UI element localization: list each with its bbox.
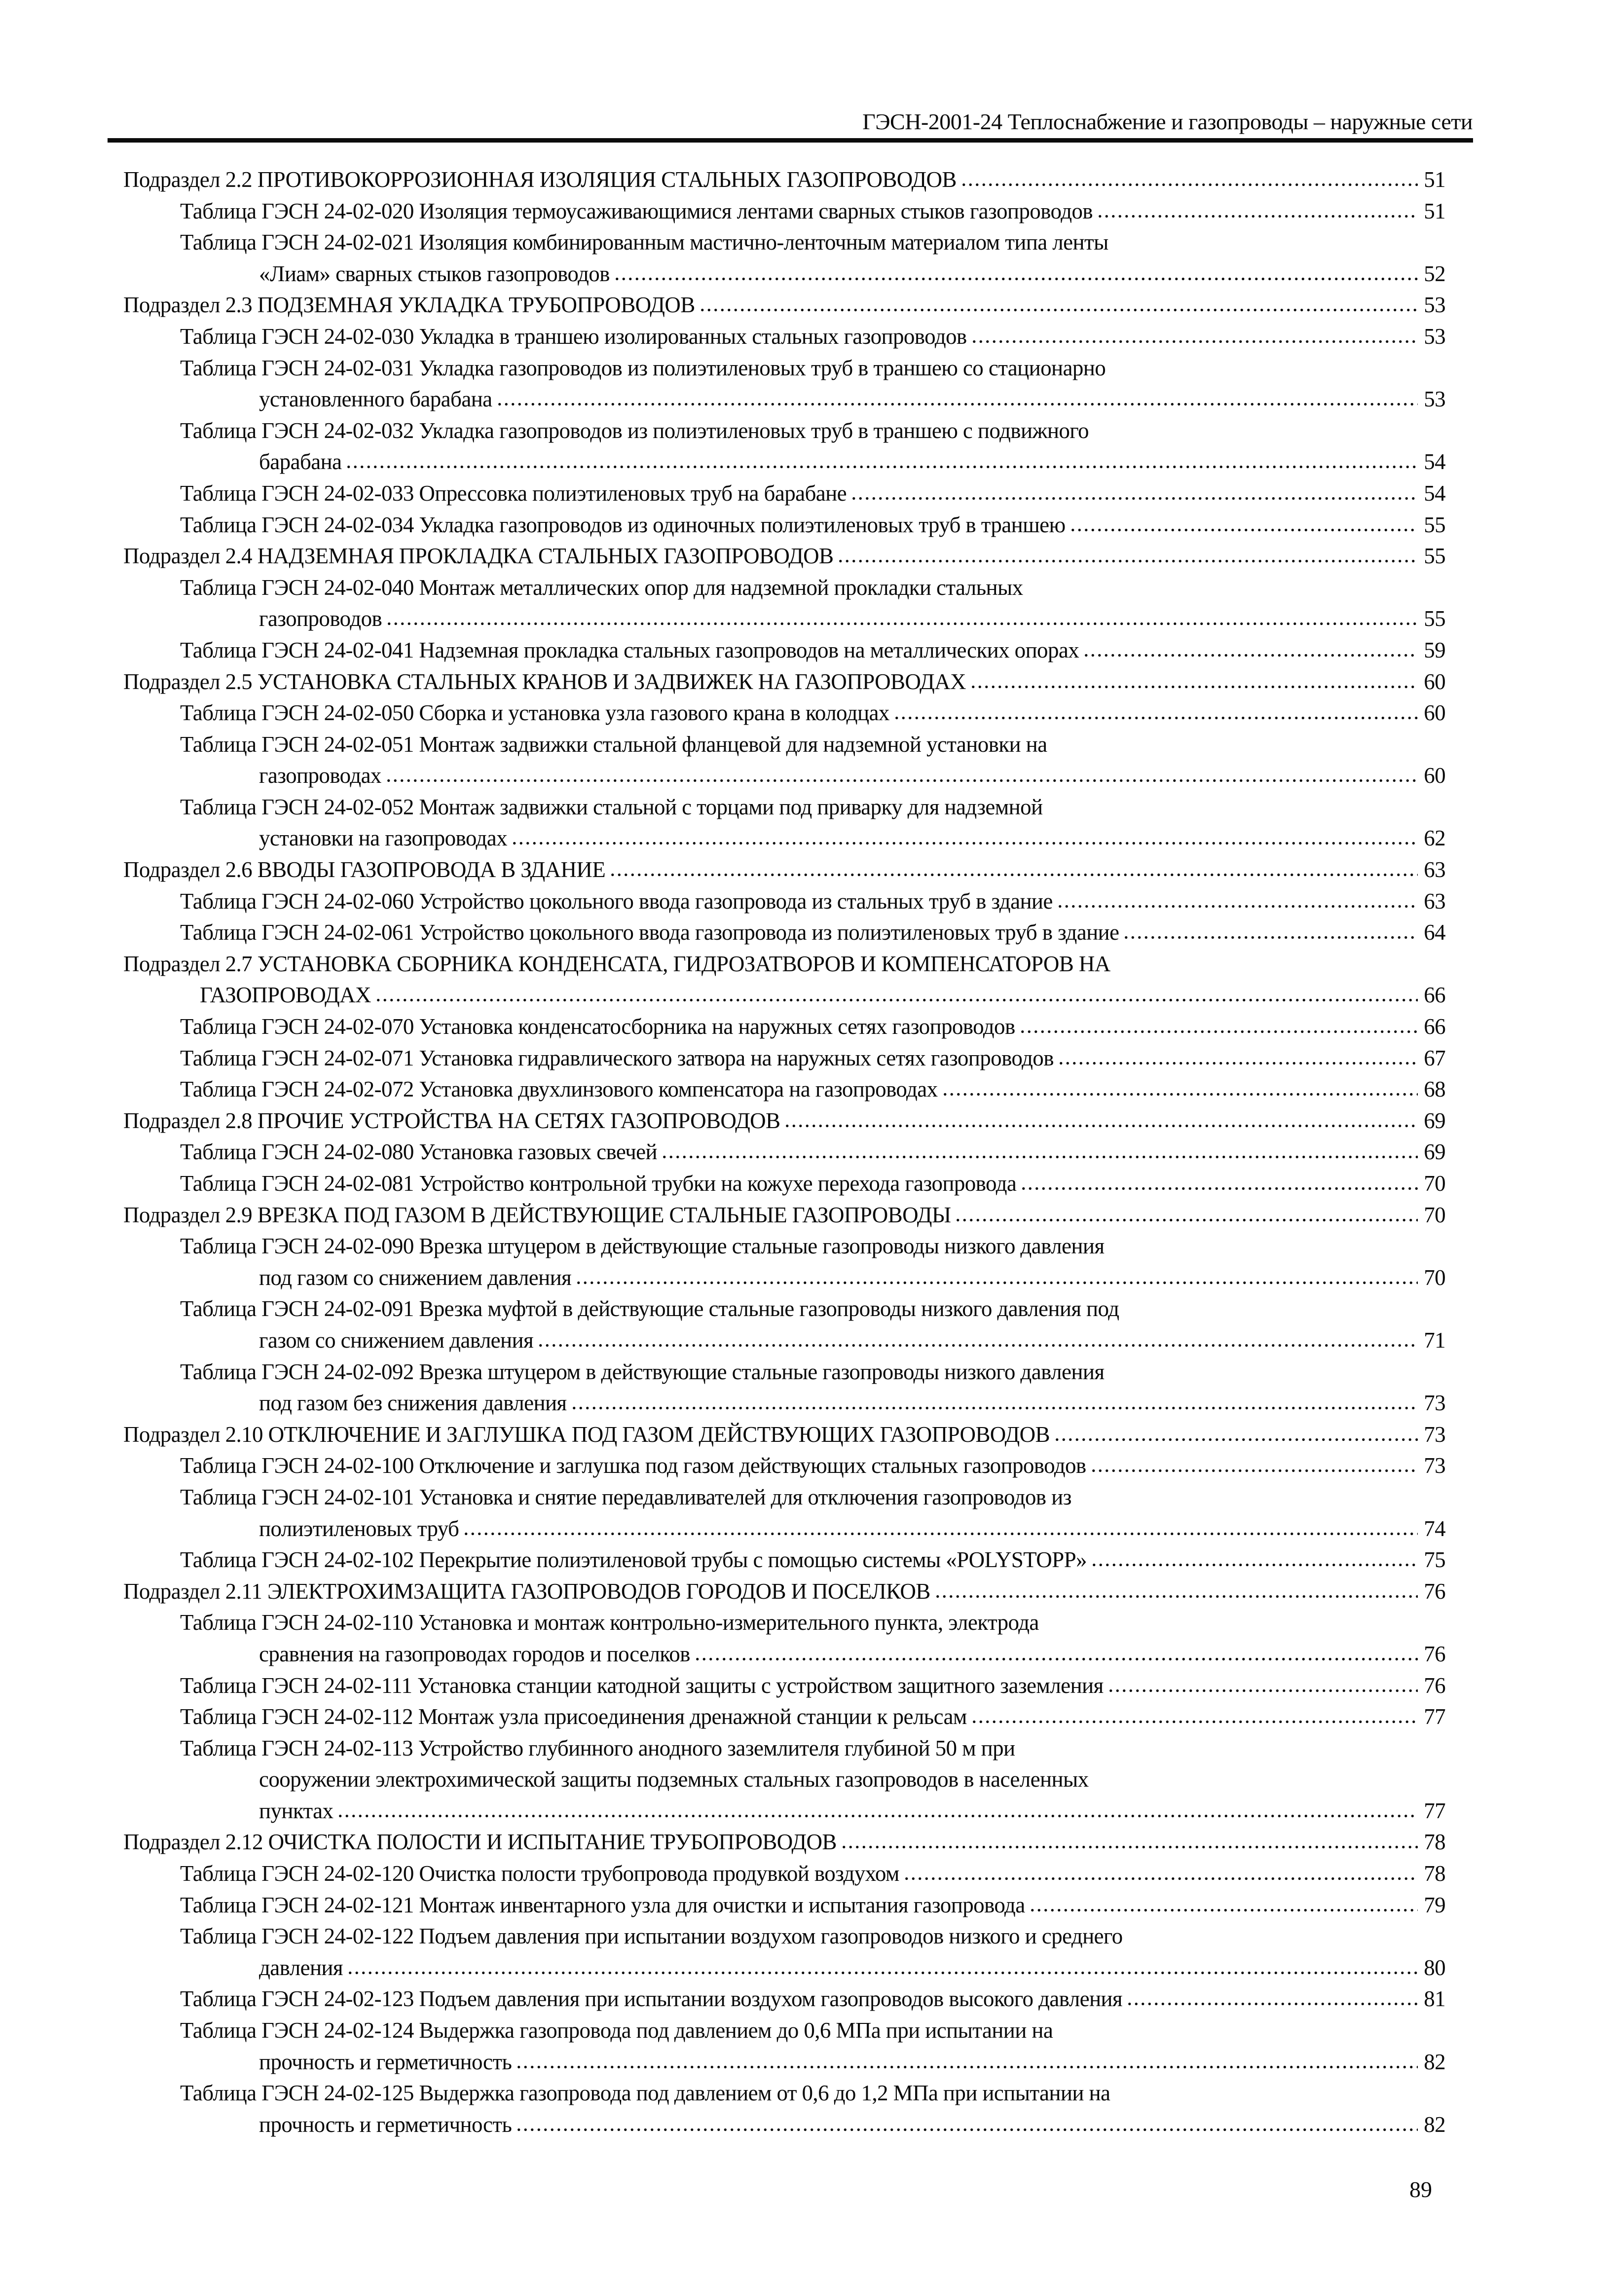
toc-entry-text: Таблица ГЭСН 24-02-110 Установка и монтаж контрольно-измерительного пункта, электрода [180,1610,1039,1635]
toc-entry-line [123,1670,1445,1702]
toc-entry-table [123,353,1445,415]
toc-entry-line [123,1607,1445,1639]
dot-leader [955,1218,1418,1222]
toc-page-number: 76 [1424,1673,1445,1698]
toc-entry-text: Таблица ГЭСН 24-02-123 Подъем давления при испытании воздухом газопроводов высокого давления [180,1986,1123,2012]
toc-entry-line [123,1200,1445,1231]
toc-entry-text: «Лиам» сварных стыков газопроводов [259,261,610,286]
toc-entry-line [123,1701,1445,1733]
toc-entry-table [123,1983,1445,2015]
toc-entry-table [123,1011,1445,1043]
dot-leader [661,1155,1418,1159]
page-number: 89 [1409,2177,1432,2202]
toc-entry-text: Таблица ГЭСН 24-02-051 Монтаж задвижки стальной фланцевой для надземной установки на [180,732,1047,757]
toc-entry-line [123,854,1445,886]
toc-page-number: 69 [1424,1108,1445,1133]
toc-entry-table [123,1921,1445,1983]
toc-entry-line [123,1419,1445,1451]
toc-entry-text: Таблица ГЭСН 24-02-102 Перекрытие полиэтиленовой трубы с помощью системы «POLYSTOPP» [180,1547,1087,1573]
toc-entry-text: Таблица ГЭСН 24-02-030 Укладка в траншею изолированных стальных газопроводов [180,324,967,349]
toc-page-number: 74 [1424,1516,1445,1541]
toc-entry-table [123,635,1445,666]
toc-entry-table [123,1858,1445,1890]
toc-entry-table [123,415,1445,478]
toc-entry-subsection [123,1576,1445,1608]
toc-entry-table [123,1607,1445,1670]
toc-page-number: 80 [1424,1955,1445,1980]
dot-leader [463,1532,1418,1536]
toc-entry-text: давления [259,1955,343,1980]
toc-entry-text: Таблица ГЭСН 24-02-113 Устройство глубинного анодного заземлителя глубиной 50 м при [180,1735,1015,1761]
toc-entry-text: Подраздел 2.12 ОЧИСТКА ПОЛОСТИ И ИСПЫТАНИЕ ТРУБОПРОВОДОВ [123,1830,837,1855]
dot-leader [1020,1186,1418,1191]
toc-page-number: 60 [1424,700,1445,726]
toc-entry-table [123,2015,1445,2078]
toc-page-number: 76 [1424,1578,1445,1604]
toc-entry-table [123,1482,1445,1544]
toc-entry-table [123,1733,1445,1827]
toc-entry-text: Таблица ГЭСН 24-02-040 Монтаж металлических опор для надземной прокладки стальных [180,575,1023,600]
dot-leader [345,465,1418,469]
dot-leader [850,496,1418,501]
toc-entry-text: Таблица ГЭСН 24-02-101 Установка и снятие передавливателей для отключения газопроводов из [180,1484,1071,1509]
toc-entry-line [123,290,1445,321]
toc-list [123,164,1445,2140]
dot-leader [511,841,1418,845]
toc-entry-line [123,446,1445,478]
toc-entry-text: под газом со снижением давления [259,1265,572,1290]
dot-leader [784,1124,1418,1128]
dot-leader [960,183,1418,187]
dot-leader [1097,214,1418,219]
toc-entry-subsection [123,666,1445,698]
dot-leader [971,339,1418,344]
toc-entry-line [123,1388,1445,1419]
toc-entry-table [123,1890,1445,1921]
toc-entry-text: Таблица ГЭСН 24-02-081 Устройство контрольной трубки на кожухе перехода газопровода [180,1171,1017,1196]
toc-entry-table [123,1137,1445,1168]
toc-entry-text: Таблица ГЭСН 24-02-092 Врезка штуцером в действующие стальные газопроводы низкого давления [180,1359,1105,1384]
dot-leader [942,1092,1418,1097]
toc-entry-line [123,541,1445,572]
toc-entry-text: Таблица ГЭСН 24-02-072 Установка двухлинзового компенсатора на газопроводах [180,1077,938,1102]
toc-entry-line [123,510,1445,541]
dot-leader [971,1720,1418,1724]
dot-leader [375,998,1418,1002]
toc-entry-subsection [123,1200,1445,1231]
toc-entry-subsection [123,854,1445,886]
toc-entry-line [123,196,1445,227]
toc-entry-line [123,1231,1445,1262]
dot-leader [537,1343,1418,1348]
toc-page-number: 77 [1424,1798,1445,1823]
toc-entry-text: Таблица ГЭСН 24-02-111 Установка станции катодной защиты с устройством защитного заземления [180,1673,1104,1698]
toc-page-number: 51 [1424,167,1445,192]
dot-leader [1083,653,1418,658]
toc-entry-text: Таблица ГЭСН 24-02-033 Опрессовка полиэтиленовых труб на барабане [180,480,847,506]
toc-page-number: 75 [1424,1547,1445,1573]
toc-entry-line [123,1983,1445,2015]
toc-page-number: 59 [1424,637,1445,662]
toc-entry-line [123,603,1445,635]
dot-leader [571,1406,1418,1410]
toc-entry-line [123,1074,1445,1105]
dot-leader [1126,2002,1418,2006]
toc-entry-line [123,823,1445,854]
dot-leader [841,1845,1418,1849]
toc-entry-text: Подраздел 2.3 ПОДЗЕМНАЯ УКЛАДКА ТРУБОПРОВОДОВ [123,293,695,318]
toc-entry-line [123,980,1445,1011]
toc-entry-table [123,886,1445,917]
toc-entry-line [123,258,1445,290]
toc-entry-text: Таблица ГЭСН 24-02-120 Очистка полости трубопровода продувкой воздухом [180,1861,899,1886]
toc-page-number: 79 [1424,1892,1445,1917]
dot-leader [1054,1437,1418,1442]
toc-entry-text: Таблица ГЭСН 24-02-031 Укладка газопроводов из полиэтиленовых труб в траншею со стационарно [180,355,1106,380]
toc-page-number: 62 [1424,826,1445,851]
toc-entry-table [123,1357,1445,1419]
toc-entry-line [123,1921,1445,1952]
toc-page-number: 55 [1424,512,1445,537]
toc-page-number: 66 [1424,983,1445,1008]
toc-page-number: 55 [1424,606,1445,631]
toc-entry-line [123,760,1445,792]
toc-entry-text: газопроводов [259,606,382,631]
dot-leader [1090,1468,1418,1473]
toc-entry-line [123,1262,1445,1294]
toc-entry-table [123,510,1445,541]
toc-entry-line [123,2109,1445,2141]
dot-leader [893,716,1418,720]
toc-entry-subsection [123,949,1445,1011]
toc-entry-text: сравнения на газопроводах городов и поселков [259,1641,690,1666]
toc-entry-text: Подраздел 2.5 УСТАНОВКА СТАЛЬНЫХ КРАНОВ И ЗАДВИЖЕК НА ГАЗОПРОВОДАХ [123,669,966,694]
toc-entry-text: газопроводах [259,763,381,788]
toc-entry-line [123,886,1445,917]
toc-page-number: 54 [1424,449,1445,475]
toc-entry-text: Таблица ГЭСН 24-02-034 Укладка газопроводов из одиночных полиэтиленовых труб в траншею [180,512,1066,537]
toc-page-number: 64 [1424,920,1445,945]
toc-entry-table [123,1168,1445,1200]
toc-entry-text: полиэтиленовых труб [259,1516,459,1541]
toc-entry-text: Таблица ГЭСН 24-02-032 Укладка газопроводов из полиэтиленовых труб в траншею с подвижного [180,418,1089,443]
toc-entry-text: Таблица ГЭСН 24-02-061 Устройство цокольного ввода газопровода из полиэтиленовых труб в здание [180,920,1119,945]
header-rule [108,138,1473,143]
toc-entry-line [123,1513,1445,1545]
toc-entry-text: Подраздел 2.11 ЭЛЕКТРОХИМЗАЩИТА ГАЗОПРОВОДОВ ГОРОДОВ И ПОСЕЛКОВ [123,1578,930,1604]
dot-leader [337,1814,1418,1818]
toc-entry-line [123,384,1445,415]
toc-entry-text: установки на газопроводах [259,826,508,851]
dot-leader [385,778,1418,783]
toc-entry-line [123,1168,1445,1200]
toc-page-number: 54 [1424,480,1445,506]
toc-entry-table [123,1544,1445,1576]
toc-entry-line [123,1890,1445,1921]
toc-entry-table [123,1231,1445,1293]
toc-entry-text: Таблица ГЭСН 24-02-121 Монтаж инвентарного узла для очистки и испытания газопровода [180,1892,1025,1917]
toc-page-number: 55 [1424,544,1445,569]
toc-entry-table [123,2078,1445,2140]
toc-entry-line [123,1576,1445,1608]
toc-entry-line [123,1764,1445,1796]
running-header: ГЭСН-2001-24 Теплоснабжение и газопроводы – наружные сети [862,109,1473,134]
toc-entry-line [123,697,1445,729]
dot-leader [1107,1688,1418,1693]
toc-entry-table [123,697,1445,729]
toc-entry-line [123,1733,1445,1764]
toc-entry-line [123,1105,1445,1137]
toc-entry-line [123,1827,1445,1858]
toc-entry-table [123,478,1445,510]
toc-entry-table [123,1670,1445,1702]
toc-entry-line [123,415,1445,447]
toc-page-number: 60 [1424,669,1445,694]
dot-leader [609,873,1418,877]
toc-page-number: 67 [1424,1045,1445,1070]
toc-entry-line [123,792,1445,823]
toc-entry-line [123,1952,1445,1984]
toc-entry-table [123,1450,1445,1482]
toc-entry-line [123,2015,1445,2047]
toc-entry-line [123,949,1445,980]
toc-entry-table [123,321,1445,353]
toc-entry-line [123,1011,1445,1043]
toc-page-number: 53 [1424,293,1445,318]
toc-entry-text: Таблица ГЭСН 24-02-071 Установка гидравлического затвора на наружных сетях газопроводов [180,1045,1054,1070]
toc-entry-text: Таблица ГЭСН 24-02-060 Устройство цокольного ввода газопровода из стальных труб в здание [180,888,1053,914]
toc-page-number: 76 [1424,1641,1445,1666]
toc-entry-line [123,1482,1445,1513]
dot-leader [516,2128,1418,2132]
toc-entry-table [123,196,1445,227]
toc-entry-text: Таблица ГЭСН 24-02-041 Надземная прокладка стальных газопроводов на металлических опорах [180,637,1079,662]
toc-entry-text: Таблица ГЭСН 24-02-080 Установка газовых свечей [180,1139,657,1165]
toc-page-number: 53 [1424,387,1445,412]
toc-page-number: 82 [1424,2112,1445,2137]
toc-entry-table [123,917,1445,949]
toc-entry-text: газом со снижением давления [259,1327,534,1353]
toc-entry-text: барабана [259,449,342,475]
toc-entry-text: Подраздел 2.9 ВРЕЗКА ПОД ГАЗОМ В ДЕЙСТВУЮЩИЕ СТАЛЬНЫЕ ГАЗОПРОВОДЫ [123,1202,951,1227]
toc-entry-line [123,2078,1445,2109]
dot-leader [837,559,1418,563]
toc-entry-line [123,729,1445,761]
dot-leader [1091,1563,1418,1567]
toc-entry-text: Таблица ГЭСН 24-02-050 Сборка и установка узла газового крана в колодцах [180,700,889,726]
toc-page-number: 51 [1424,198,1445,223]
toc-entry-line [123,321,1445,353]
toc-page-number: 73 [1424,1453,1445,1478]
dot-leader [1057,904,1418,909]
toc-entry-subsection [123,164,1445,196]
toc-entry-line [123,1639,1445,1670]
toc-entry-table [123,1074,1445,1105]
toc-entry-line [123,1796,1445,1827]
toc-entry-text: Таблица ГЭСН 24-02-112 Монтаж узла присоединения дренажной станции к рельсам [180,1704,967,1729]
toc-entry-text: ГАЗОПРОВОДАХ [200,983,371,1008]
toc-entry-text: Подраздел 2.8 ПРОЧИЕ УСТРОЙСТВА НА СЕТЯХ ГАЗОПРОВОДОВ [123,1108,780,1133]
toc-entry-subsection [123,290,1445,321]
toc-entry-text: Подраздел 2.6 ВВОДЫ ГАЗОПРОВОДА В ЗДАНИЕ [123,857,606,882]
toc-page-number: 70 [1424,1265,1445,1290]
toc-entry-line [123,1137,1445,1168]
toc-entry-table [123,227,1445,290]
dot-leader [386,622,1418,626]
toc-page-number: 81 [1424,1986,1445,2012]
toc-page-number: 60 [1424,763,1445,788]
toc-page-number: 71 [1424,1327,1445,1353]
dot-leader [1029,1908,1418,1912]
toc-page-number: 77 [1424,1704,1445,1729]
dot-leader [694,1657,1418,1661]
toc-entry-text: под газом без снижения давления [259,1391,567,1416]
toc-entry-line [123,666,1445,698]
toc-entry-subsection [123,1419,1445,1451]
toc-entry-line [123,1293,1445,1325]
toc-entry-text: Таблица ГЭСН 24-02-091 Врезка муфтой в действующие стальные газопроводы низкого давления под [180,1296,1119,1321]
toc-entry-text: установленного барабана [259,387,492,412]
toc-entry-line [123,572,1445,604]
toc-entry-text: Подраздел 2.2 ПРОТИВОКОРРОЗИОННАЯ ИЗОЛЯЦИЯ СТАЛЬНЫХ ГАЗОПРОВОДОВ [123,167,957,192]
toc-entry-text: прочность и герметичность [259,2112,512,2137]
toc-entry-line [123,1357,1445,1388]
dot-leader [970,685,1418,689]
dot-leader [1058,1061,1418,1065]
dot-leader [1123,935,1418,940]
toc-page-number: 73 [1424,1391,1445,1416]
toc-entry-text: Таблица ГЭСН 24-02-124 Выдержка газопровода под давлением до 0,6 МПа при испытании на [180,2018,1053,2043]
toc-entry-text: Таблица ГЭСН 24-02-090 Врезка штуцером в действующие стальные газопроводы низкого давления [180,1234,1105,1259]
toc-entry-line [123,1043,1445,1074]
toc-entry-text: Подраздел 2.4 НАДЗЕМНАЯ ПРОКЛАДКА СТАЛЬНЫХ ГАЗОПРОВОДОВ [123,544,834,569]
toc-entry-line [123,1544,1445,1576]
toc-page-number: 70 [1424,1202,1445,1227]
toc-entry-line [123,1325,1445,1357]
toc-entry-table [123,792,1445,854]
toc-entry-text: сооружении электрохимической защиты подземных стальных газопроводов в населенных [259,1767,1089,1792]
toc-page-number: 70 [1424,1171,1445,1196]
toc-entry-text: Таблица ГЭСН 24-02-125 Выдержка газопровода под давлением от 0,6 до 1,2 МПа при испытании на [180,2081,1110,2106]
toc-entry-text: прочность и герметичность [259,2049,512,2074]
dot-leader [903,1876,1418,1881]
toc-entry-text: Таблица ГЭСН 24-02-122 Подъем давления при испытании воздухом газопроводов низкого и среднего [180,1924,1123,1949]
dot-leader [347,1971,1418,1975]
toc-page-number: 53 [1424,324,1445,349]
dot-leader [496,402,1418,406]
toc-entry-line [123,478,1445,510]
toc-entry-table [123,1043,1445,1074]
toc-entry-line [123,635,1445,666]
toc-entry-text: Таблица ГЭСН 24-02-052 Монтаж задвижки стальной с торцами под приварку для надземной [180,794,1043,819]
toc-entry-text: пунктах [259,1798,333,1823]
toc-page-number: 63 [1424,888,1445,914]
dot-leader [934,1594,1418,1599]
dot-leader [516,2065,1418,2069]
toc-entry-line [123,917,1445,949]
toc-entry-table [123,1701,1445,1733]
dot-leader [614,277,1418,281]
toc-entry-table [123,572,1445,635]
dot-leader [575,1281,1418,1285]
toc-page-number: 63 [1424,857,1445,882]
toc-entry-text: Подраздел 2.7 УСТАНОВКА СБОРНИКА КОНДЕНСАТА, ГИДРОЗАТВОРОВ И КОМПЕНСАТОРОВ НА [123,951,1110,976]
toc-entry-text: Таблица ГЭСН 24-02-070 Установка конденсатосборника на наружных сетях газопроводов [180,1014,1015,1039]
toc-entry-text: Таблица ГЭСН 24-02-021 Изоляция комбинированным мастично-ленточным материалом типа ленты [180,230,1108,255]
toc-page-number: 68 [1424,1077,1445,1102]
toc-page-number: 78 [1424,1830,1445,1855]
dot-leader [699,308,1418,312]
toc-page-number: 82 [1424,2049,1445,2074]
toc-entry-line [123,1858,1445,1890]
toc-page-number: 52 [1424,261,1445,286]
toc-entry-subsection [123,1105,1445,1137]
toc-entry-text: Таблица ГЭСН 24-02-100 Отключение и заглушка под газом действующих стальных газопроводов [180,1453,1086,1478]
toc-entry-subsection [123,1827,1445,1858]
dot-leader [1070,528,1418,532]
toc-entry-text: Таблица ГЭСН 24-02-020 Изоляция термоусаживающимися лентами сварных стыков газопроводов [180,198,1093,223]
toc-page-number: 66 [1424,1014,1445,1039]
toc-entry-table [123,1293,1445,1356]
toc-page-number: 73 [1424,1422,1445,1447]
toc-entry-line [123,2047,1445,2078]
toc-page-number: 69 [1424,1139,1445,1165]
toc-entry-table [123,729,1445,792]
toc-entry-text: Подраздел 2.10 ОТКЛЮЧЕНИЕ И ЗАГЛУШКА ПОД ГАЗОМ ДЕЙСТВУЮЩИХ ГАЗОПРОВОДОВ [123,1422,1050,1447]
toc-entry-line [123,1450,1445,1482]
toc-page-number: 78 [1424,1861,1445,1886]
toc-entry-line [123,353,1445,384]
toc-entry-line [123,227,1445,258]
toc-entry-line [123,164,1445,196]
toc-entry-subsection [123,541,1445,572]
dot-leader [1019,1029,1418,1034]
